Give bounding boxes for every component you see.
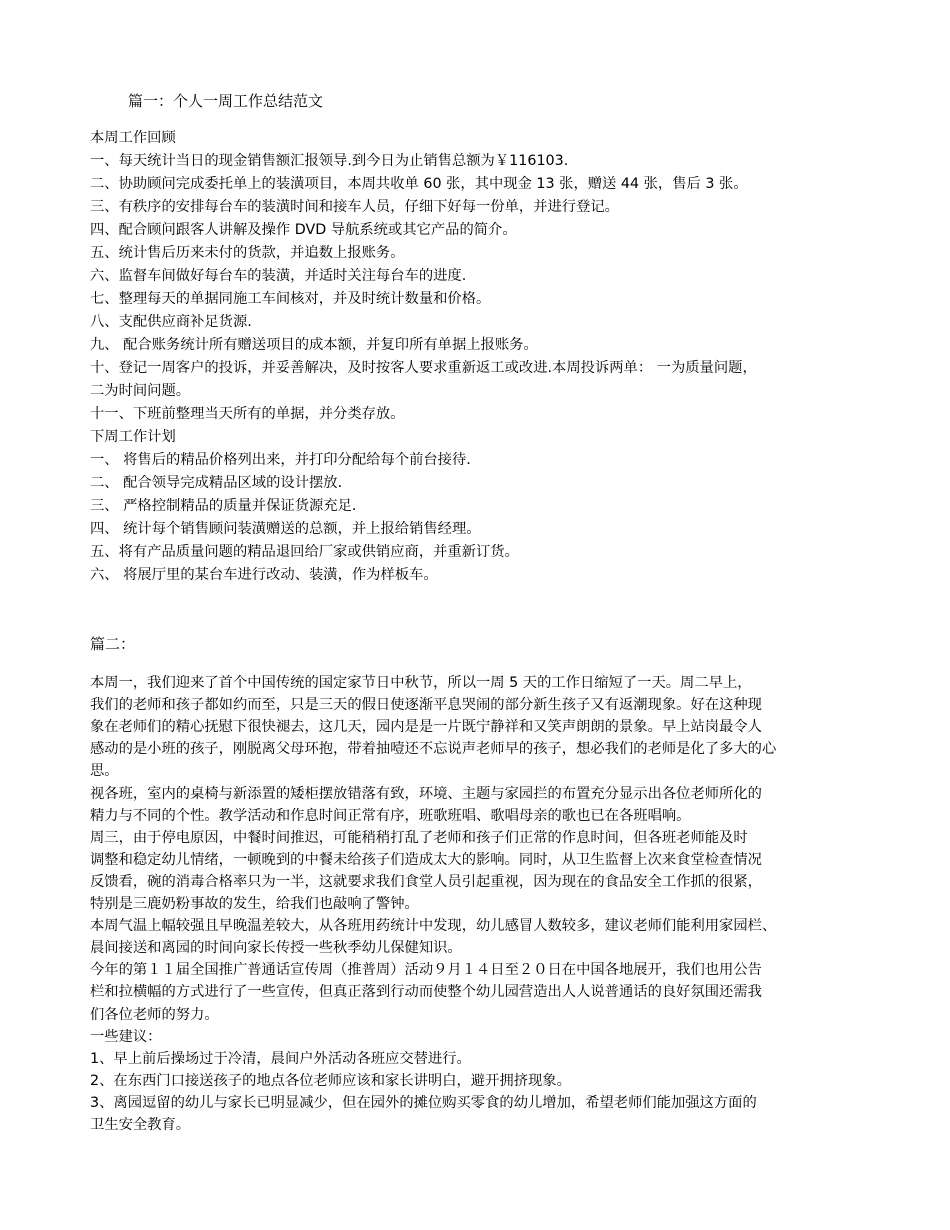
text-line: 十一、下班前整理当天所有的单据，并分类存放。 [90,406,405,422]
text-line: 今年的第１１届全国推广普通话宣传周（推普周）活动９月１４日至２０日在中国各地展开，我们也用公告 [90,962,762,979]
text-line: 六、 将展厅里的某台车进行改动、装潢，作为样板车。 [90,567,438,583]
text-line: 们各位老师的努力。 [90,1006,219,1023]
text-line: 感动的是小班的孩子，刚脱离父母环抱，带着抽噎还不忘说声老师早的孩子，想必我们的老师是化了多大的心 [90,741,777,758]
text-line: 三、 严格控制精品的质量并保证货源充足． [90,498,367,514]
text-line: 3、离园逗留的幼儿与家长已明显减少，但在园外的摊位购买零食的幼儿增加，希望老师们能加强这方面的 [90,1094,757,1111]
text-line: 二、协助顾问完成委托单上的装潢项目，本周共收单 60 张，其中现金 13 张，赠送 44 张，售后 3 张。 [90,176,748,192]
text-line: 晨间接送和离园的时间向家长传授一些秋季幼儿保健知识。 [90,940,462,957]
text-line: 八、支配供应商补足货源. [90,314,252,330]
text-line: 下周工作计划 [90,429,176,445]
text-line: 二、 配合领导完成精品区域的设计摆放． [90,475,352,491]
section2-title: 篇二： [90,635,136,653]
text-line: 一些建议： [90,1028,162,1045]
text-line: 九、 配合账务统计所有赠送项目的成本额，并复印所有单据上报账务。 [90,337,538,353]
text-line: 五、将有产品质量问题的精品退回给厂家或供销应商，并重新订货。 [90,544,519,560]
text-line: 象在老师们的精心抚慰下很快褪去，这几天，园内是是一片既宁静祥和又笑声朗朗的景象。早上站岗最令人 [90,719,762,736]
text-line: 周三，由于停电原因，中餐时间推迟，可能稍稍打乱了老师和孩子们正常的作息时间，但各班老师能及时 [90,829,748,846]
text-line: 本周工作回顾 [90,130,176,146]
text-line: 四、 统计每个销售顾问装潢赠送的总额，并上报给销售经理。 [90,521,481,537]
text-line: 视各班，室内的桌椅与新添置的矮柜摆放错落有致，环境、主题与家园拦的布置充分显示出各位老师所化的 [90,785,762,802]
text-line: 一、 将售后的精品价格列出来，并打印分配给每个前台接待. [90,452,471,468]
text-line: 特别是三鹿奶粉事故的发生，给我们也敲响了警钟。 [90,896,419,912]
text-line: 本周一，我们迎来了首个中国传统的国定家节日中秋节，所以一周 5 天的工作日缩短了一天。周二早上， [90,675,752,691]
text-line: 思。 [90,763,119,780]
text-line: 1、早上前后操场过于冷清，晨间户外活动各班应交替进行。 [90,1050,471,1067]
text-line: 五、统计售后历来未付的货款，并追数上报账务。 [90,245,405,261]
text-line: 2、在东西门口接送孩子的地点各位老师应该和家长讲明白，避开拥挤现象。 [90,1072,571,1089]
text-line: 我们的老师和孩子都如约而至，只是三天的假日使逐渐平息哭闹的部分新生孩子又有返潮现象。好在这种现 [90,697,762,714]
text-line: 卫生安全教育。 [90,1117,191,1133]
text-line: 反馈看，碗的消毒合格率只为一半，这就要求我们食堂人员引起重视，因为现在的食品安全工作抓的很紧， [90,873,762,890]
text-line: 十、登记一周客户的投诉，并妥善解决，及时按客人要求重新返工或改进.本周投诉两单： 一为质量问题， [90,360,757,376]
text-line: 精力与不同的个性。教学活动和作息时间正常有序，班歌班唱、歌唱母亲的歌也已在各班唱响。 [90,807,691,824]
text-line: 调整和稳定幼儿情绪，一顿晚到的中餐未给孩子们造成太大的影响。同时，从卫生监督上次来食堂检查情况 [90,851,762,868]
text-line: 四、配合顾问跟客人讲解及操作 DVD 导航系统或其它产品的简介。 [90,222,517,238]
text-line: 本周气温上幅较强且早晚温差较大，从各班用药统计中发现，幼儿感冒人数较多，建议老师们能利用家园栏、 [90,918,777,935]
text-line: 二为时间问题。 [90,383,191,399]
text-line: 三、有秩序的安排每台车的装潢时间和接车人员，仔细下好每一份单，并进行登记。 [90,199,619,215]
text-line: 六、监督车间做好每台车的装潢，并适时关注每台车的进度. [90,268,467,284]
text-line: 七、整理每天的单据同施工车间核对，并及时统计数量和价格。 [90,291,491,307]
text-line: 一、每天统计当日的现金销售额汇报领导.到今日为止销售总额为￥116103. [90,153,569,169]
text-line: 栏和拉横幅的方式进行了一些宣传，但真正落到行动而使整个幼儿园营造出人人说普通话的良好氛围还需我 [90,984,762,1001]
section1-title: 篇一：个人一周工作总结范文 [128,92,324,110]
